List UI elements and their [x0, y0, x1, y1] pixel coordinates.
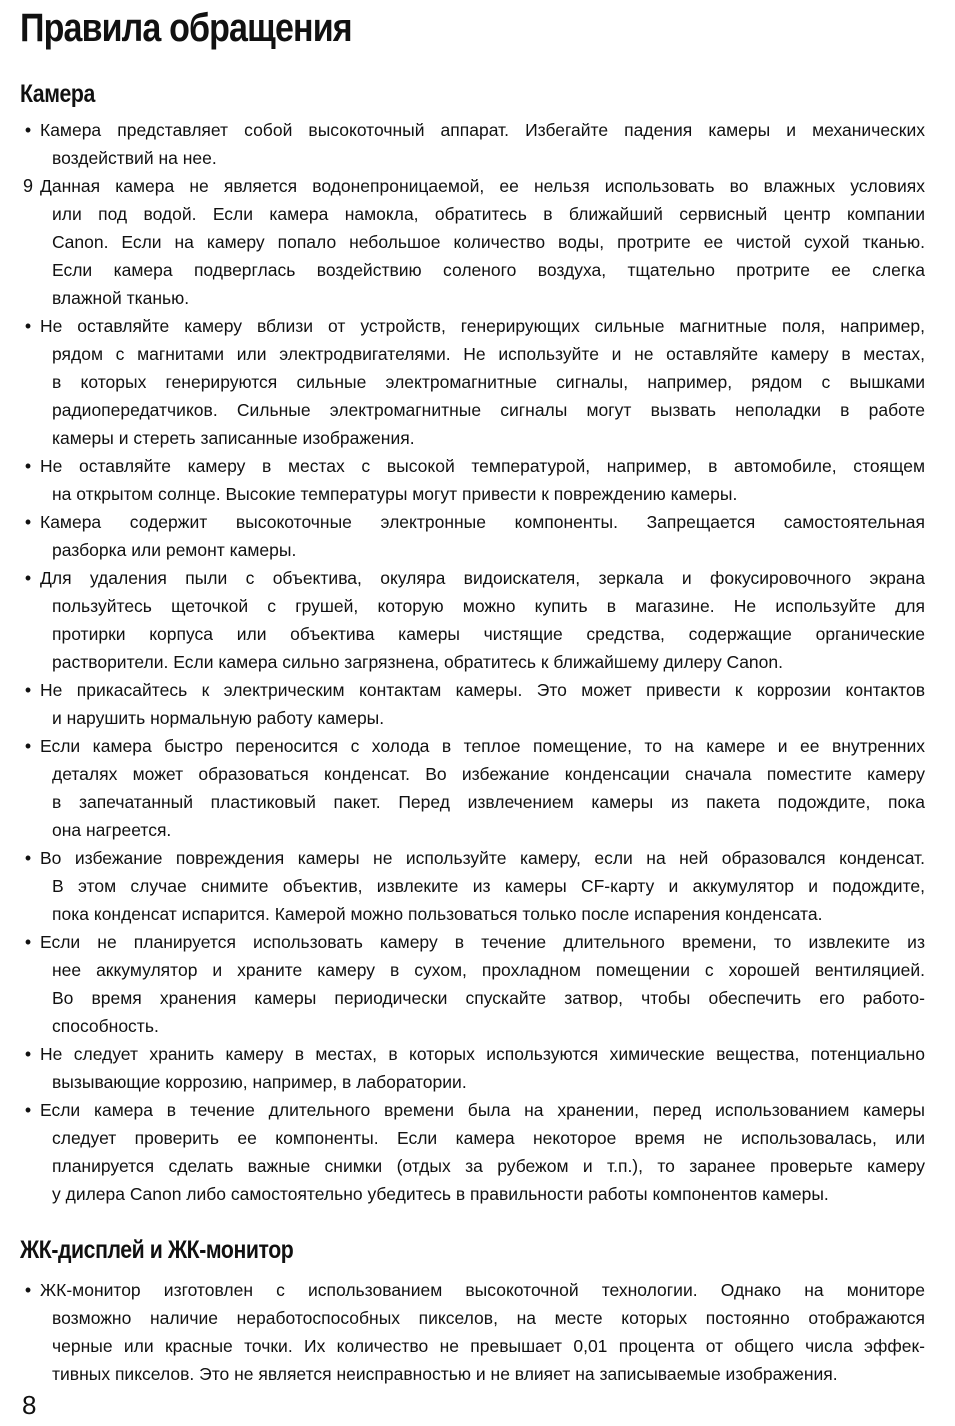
text-line: ЖК-монитор изготовлен с использованием высокоточной технологии. Однако на мониторе: [40, 1280, 925, 1300]
text-line: или под водой. Если камера намокла, обратитесь в ближайший сервисный центр компании: [52, 204, 925, 224]
text-line: Если камера подверглась воздействию соленого воздуха, тщательно протрите ее слегка: [52, 260, 925, 280]
text-line: деталях может образоваться конденсат. Во избежание конденсации сначала поместите камеру: [52, 764, 925, 784]
text-line: пока конденсат испарится. Камерой можно пользоваться только после испарения конденсата.: [52, 904, 823, 924]
text-line: Для удаления пыли с объектива, окуляра видоискателя, зеркала и фокусировочного экрана: [40, 568, 925, 588]
bullet-marker: •: [24, 1044, 32, 1064]
text-line: она нагреется.: [52, 820, 172, 840]
list-item: [20, 452, 935, 508]
text-line: Во избежание повреждения камеры не используйте камеру, если на ней образовался конденсат.: [40, 848, 925, 868]
bullet-marker: •: [24, 512, 32, 532]
bullet-marker: •: [24, 316, 32, 336]
text-line: возможно наличие неработоспособных пикселов, на месте которых постоянно отображаются: [52, 1308, 925, 1328]
text-line: способность.: [52, 1016, 159, 1036]
text-line: на открытом солнце. Высокие температуры могут привести к повреждению камеры.: [52, 484, 738, 504]
text-line: разборка или ремонт камеры.: [52, 540, 297, 560]
text-line: Не оставляйте камеру в местах с высокой температурой, например, в автомобиле, стоящем: [40, 456, 925, 476]
bullet-marker: •: [24, 932, 32, 952]
text-line: камеры и стереть записанные изображения.: [52, 428, 415, 448]
text-line: Если камера быстро переносится с холода в теплое помещение, то на камере и ее внутренних: [40, 736, 925, 756]
list-item: [20, 1276, 935, 1388]
text-line: рядом с магнитами или электродвигателями. Не используйте и не оставляйте камеру в местах,: [52, 344, 925, 364]
list-item: [20, 564, 935, 676]
text-line: пользуйтесь щеточкой с грушей, которую можно купить в магазине. Не используйте для: [52, 596, 925, 616]
page-title: Правила обращения: [20, 6, 352, 50]
bullet-marker: •: [24, 848, 32, 868]
text-line: Камера представляет собой высокоточный аппарат. Избегайте падения камеры и механических: [40, 120, 925, 140]
text-line: растворители. Если камера сильно загрязнена, обратитесь к ближайшему дилеру Canon.: [52, 652, 783, 672]
text-line: радиопередатчиков. Сильные электромагнитные сигналы могут вызвать неполадки в работе: [52, 400, 925, 420]
section-camera: [20, 76, 935, 1208]
bullet-marker: •: [24, 1100, 32, 1120]
list-item: [20, 1096, 935, 1208]
bullet-marker: •: [24, 736, 32, 756]
bullet-marker: •: [24, 120, 32, 140]
text-line: нее аккумулятор и храните камеру в сухом, прохладном помещении с хорошей вентиляцией.: [52, 960, 925, 980]
text-line: и нарушить нормальную работу камеры.: [52, 708, 385, 728]
list-item: [20, 676, 935, 732]
list-item: [20, 172, 935, 312]
bullet-marker: •: [24, 1280, 32, 1300]
text-line: воздействий на нее.: [52, 148, 217, 168]
bullet-marker: 9: [22, 176, 33, 196]
text-line: Данная камера не является водонепроницаемой, ее нельзя использовать во влажных условиях: [40, 176, 925, 196]
text-line: в запечатанный пластиковый пакет. Перед извлечением камеры из пакета подождите, пока: [52, 792, 925, 812]
text-line: планируется сделать важные снимки (отдых за рубежом и т.п.), то заранее проверьте камеру: [52, 1156, 925, 1176]
text-line: Если камера в течение длительного времени была на хранении, перед использованием камеры: [40, 1100, 925, 1120]
list-item: [20, 312, 935, 452]
text-line: Если не планируется использовать камеру в течение длительного времени, то извлеките из: [40, 932, 925, 952]
page-number: 8: [22, 1390, 37, 1420]
text-line: следует проверить ее компоненты. Если камера некоторое время не использовалась, или: [52, 1128, 925, 1148]
list-item: [20, 508, 935, 564]
text-line: черные или красные точки. Их количество не превышает 0,01 процента от общего числа эффек-: [52, 1336, 925, 1356]
section-heading: Камера: [20, 80, 95, 108]
bullet-marker: •: [24, 456, 32, 476]
text-line: вызывающие коррозию, например, в лаборатории.: [52, 1072, 467, 1092]
list-item: [20, 1040, 935, 1096]
text-line: Во время хранения камеры периодически спускайте затвор, чтобы обеспечить его работо-: [52, 988, 925, 1008]
list-item: [20, 116, 935, 172]
text-line: протирки корпуса или объектива камеры чистящие средства, содержащие органические: [52, 624, 925, 644]
list-item: [20, 928, 935, 1040]
text-line: в которых генерируются сильные электромагнитные сигналы, например, рядом с вышками: [52, 372, 925, 392]
text-line: Не прикасайтесь к электрическим контактам камеры. Это может привести к коррозии контактов: [40, 680, 925, 700]
section-heading: ЖК-дисплей и ЖК-монитор: [20, 1236, 294, 1264]
text-line: Не следует хранить камеру в местах, в которых используются химические вещества, потенциально: [40, 1044, 925, 1064]
text-line: Камера содержит высокоточные электронные компоненты. Запрещается самостоятельная: [40, 512, 925, 532]
text-line: В этом случае снимите объектив, извлеките из камеры CF-карту и аккумулятор и подождите,: [52, 876, 925, 896]
list-item: [20, 844, 935, 928]
bullet-marker: •: [24, 568, 32, 588]
section-lcd: [20, 1232, 935, 1388]
text-line: у дилера Canon либо самостоятельно убедитесь в правильности работы компонентов камеры.: [52, 1184, 829, 1204]
bullet-marker: •: [24, 680, 32, 700]
text-line: тивных пикселов. Это не является неисправностью и не влияет на записываемые изображения.: [52, 1364, 838, 1384]
text-line: Не оставляйте камеру вблизи от устройств, генерирующих сильные магнитные поля, например,: [40, 316, 925, 336]
text-line: влажной тканью.: [52, 288, 190, 308]
list-item: [20, 732, 935, 844]
text-line: Canon. Если на камеру попало небольшое количество воды, протрите ее чистой сухой тканью.: [52, 232, 925, 252]
